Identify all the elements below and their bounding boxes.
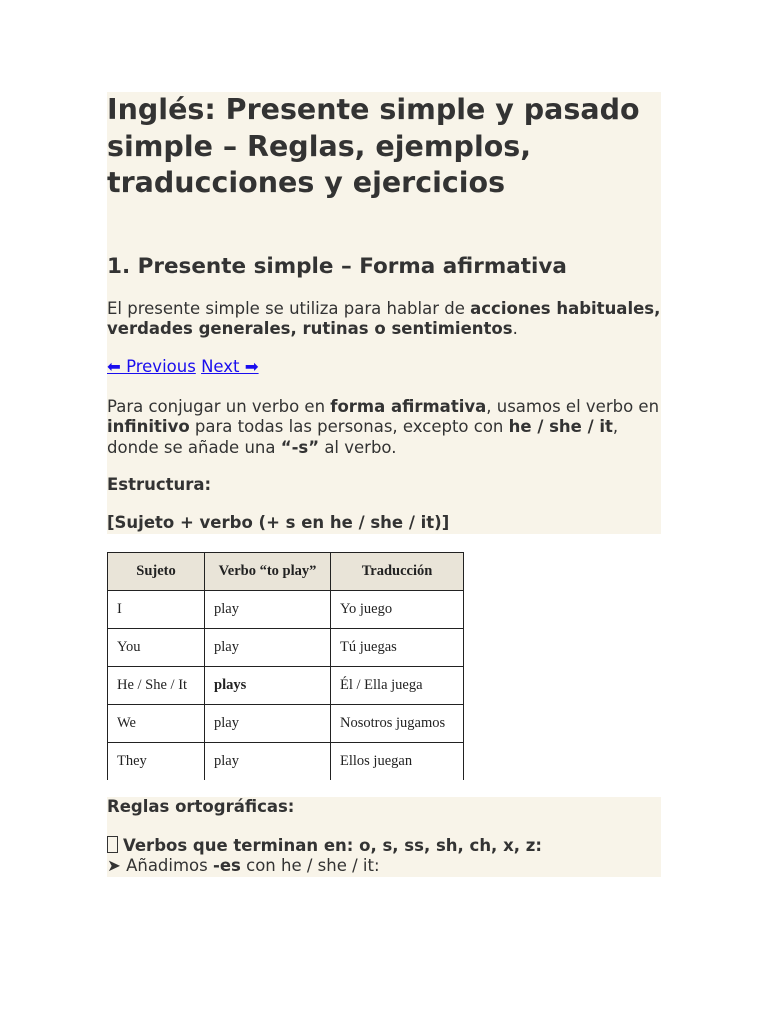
table-cell-bold: plays (214, 677, 247, 693)
add-es-text: ➤ Añadimos (107, 856, 213, 875)
conj-bold-2: infinitivo (107, 417, 190, 437)
table-cell: play (205, 591, 331, 629)
previous-link[interactable]: ⬅ Previous (107, 357, 196, 376)
table-row (108, 629, 464, 667)
conj-text-2: , usamos el verbo en (486, 397, 660, 416)
verbs-rule (107, 836, 661, 856)
table-cell: We (108, 705, 205, 743)
table-cell: Yo juego (331, 591, 464, 629)
table-cell: play (205, 705, 331, 743)
table-cell: He / She / It (108, 667, 205, 705)
table-cell (205, 667, 331, 705)
pagination-nav (107, 357, 661, 377)
section-heading: 1. Presente simple – Forma afirmativa (107, 254, 567, 279)
spelling-rules-block (107, 797, 661, 877)
conjugation-paragraph (107, 397, 661, 458)
table-row (108, 743, 464, 781)
add-es-suffix: con he / she / it: (240, 856, 380, 875)
intro-suffix: . (512, 319, 518, 339)
table-cell: Tú juegas (331, 629, 464, 667)
conj-text-4: , donde se añade una (107, 417, 619, 457)
table-cell: They (108, 743, 205, 781)
table-header-row (108, 553, 464, 591)
next-link[interactable]: Next ➡ (201, 357, 259, 376)
intro-bold: acciones habituales, verdades generales, rutinas o sentimientos (107, 299, 661, 339)
table-cell: You (108, 629, 205, 667)
column-header: Traducción (331, 553, 464, 591)
structure-formula: [Sujeto + verbo (+ s en he / she / it)] (107, 513, 450, 532)
table-row (108, 705, 464, 743)
column-header: Sujeto (108, 553, 205, 591)
table-cell: Ellos juegan (331, 743, 464, 781)
table-cell: Él / Ella juega (331, 667, 464, 705)
conj-bold-3: he / she / it (508, 417, 613, 437)
page-title: Inglés: Presente simple y pasado simple – Reglas, ejemplos, traducciones y ejercicios (107, 93, 640, 199)
rules-label: Reglas ortográficas: (107, 797, 295, 816)
add-es-rule (107, 856, 661, 876)
article-header-block (107, 92, 661, 534)
conj-text-3: para todas las personas, excepto con (189, 417, 509, 437)
table-cell: play (205, 743, 331, 781)
intro-paragraph (107, 299, 661, 340)
conjugation-table (107, 552, 464, 780)
conj-text-5: al verbo. (319, 437, 397, 457)
intro-text: El presente simple se utiliza para hablar de (107, 299, 471, 318)
add-es-bold: -es (213, 856, 241, 875)
verbs-rule-text: Verbos que terminan en: o, s, ss, sh, ch, x, z: (123, 836, 542, 855)
conj-bold-1: forma afirmativa (330, 397, 487, 416)
table-cell: Nosotros jugamos (331, 705, 464, 743)
missing-glyph-icon (107, 836, 118, 853)
table-cell: I (108, 591, 205, 629)
conj-bold-4: “-s” (280, 437, 320, 457)
table-cell: play (205, 629, 331, 667)
structure-label: Estructura: (107, 475, 212, 494)
table-row (108, 667, 464, 705)
conj-text-1: Para conjugar un verbo en (107, 397, 331, 416)
column-header: Verbo “to play” (205, 553, 331, 591)
table-row (108, 591, 464, 629)
